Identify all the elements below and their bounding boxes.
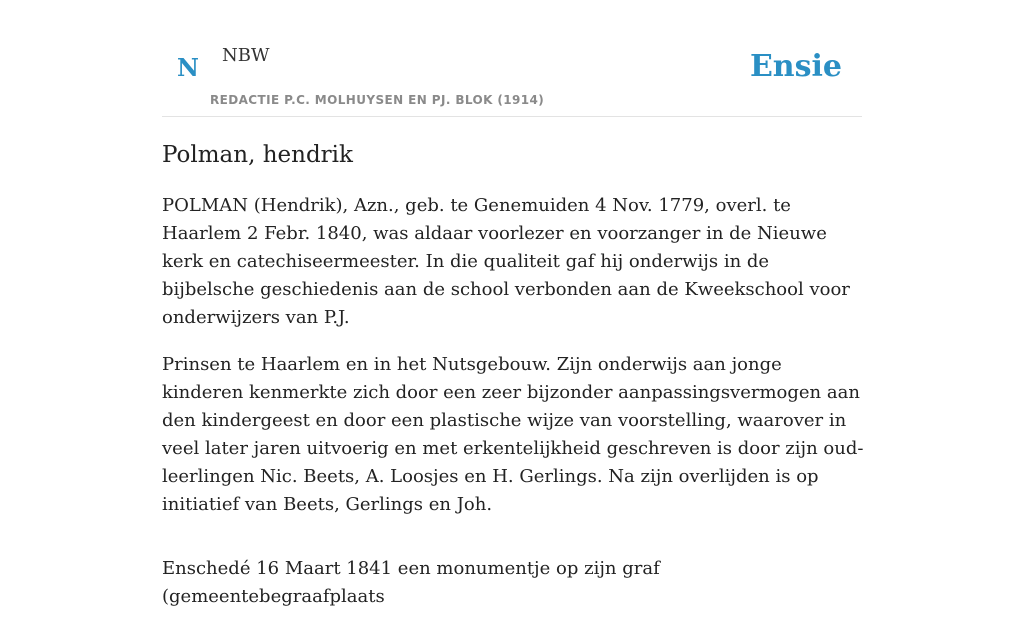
paragraph-2: Prinsen te Haarlem en in het Nutsgebouw. Zijn onderwijs aan jonge kinderen kenmerkte zich door een zeer bijzonder aanpassingsvermogen aan den kindergeest en door een plastische wijze van voorstelling, waarover in veel later jaren uitvoerig en met erkentelijkheid geschreven is door zijn oud-leerlingen Nic. Beets, A. Loosjes en H. Gerlings. Na zijn overlijden is op initiatief van Beets, Gerlings en Joh. [162, 354, 864, 515]
article-body [162, 192, 867, 630]
source-subtitle: REDACTIE P.C. MOLHUYSEN EN PJ. BLOK (1914) [210, 93, 545, 107]
page-title: Polman, hendrik [162, 142, 353, 168]
source-name-link[interactable]: NBW [222, 45, 270, 66]
page-header [162, 0, 862, 117]
paragraph-1: POLMAN (Hendrik), Azn., geb. te Genemuiden 4 Nov. 1779, overl. te Haarlem 2 Febr. 1840, was aldaar voorlezer en voorzanger in de Nieuwe kerk en catechiseermeester. In die qualiteit gaf hij onderwijs in de bijbelsche geschiedenis aan de school verbonden aan de Kweekschool voor onderwijzers van P.J. [162, 195, 850, 328]
brand-logo[interactable]: Ensie [749, 49, 842, 84]
source-logo[interactable]: N [177, 53, 199, 82]
paragraph-3: Enschedé 16 Maart 1841 een monumentje op zijn graf (gemeentebegraafplaats [162, 558, 660, 607]
